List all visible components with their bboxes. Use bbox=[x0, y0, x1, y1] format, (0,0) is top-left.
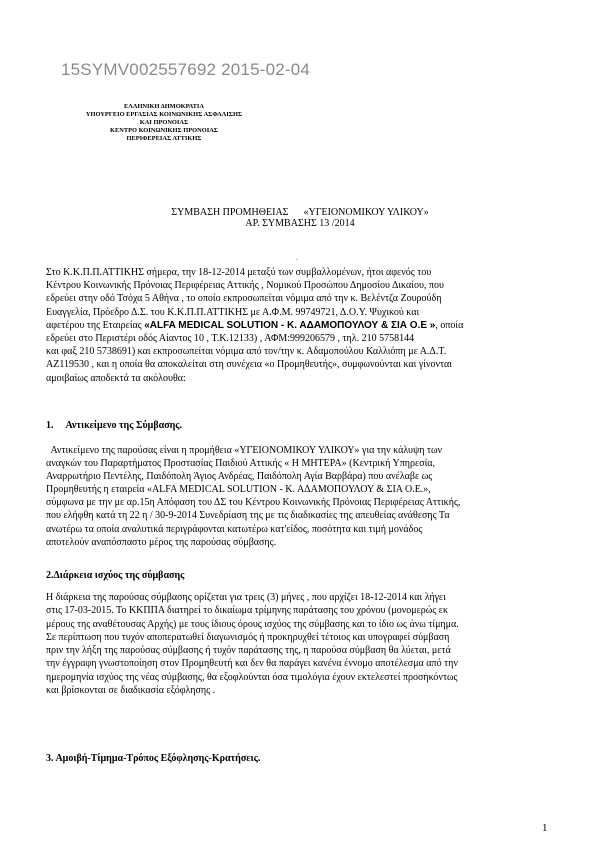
intro-line: εδρεύει στο Περιστέρι οδός Αίαντος 10 , Τ.Κ.12133) , ΑΦΜ:999206579 , τηλ. 210 5758144 bbox=[46, 333, 415, 345]
header-line: ΠΕΡΙΦΕΡΕΙΑΣ ΑΤΤΙΚΗΣ bbox=[126, 135, 202, 143]
ministry-header bbox=[64, 103, 264, 143]
header-line: ΕΛΛΗΝΙΚΗ ΔΗΜΟΚΡΑΤΙΑ bbox=[124, 103, 204, 110]
intro-text: αφετέρου της Εταιρείας bbox=[46, 319, 145, 331]
section-1-body bbox=[46, 444, 550, 549]
section-1-line: σύμφωνα με την με αρ.15η Απόφαση του ΔΣ του Κέντρου Κοινωνικής Πρόνοιας Περιφέρειας Αττικής, bbox=[46, 497, 461, 509]
section-1-line: ανωτέρω τα οποία αναλυτικά περιγράφονται κατωτέρω κατ'είδος, ποσότητα και τιμή μονάδος bbox=[46, 523, 423, 535]
intro-line: αμοιβαίως αποδεκτά τα ακόλουθα: bbox=[46, 372, 186, 384]
header-line: ΚΕΝΤΡΟ ΚΟΙΝΩΝΙΚΗΣ ΠΡΟΝΟΙΑΣ bbox=[109, 127, 218, 135]
intro-line: Ευαγγελία, Πρόεδρο Δ.Σ. του Κ.Κ.Π.Π.ΑΤΤΙΚΗΣ με Α.Φ.Μ. 99749721, Δ.Ο.Υ. Ψυχικού και bbox=[46, 306, 420, 318]
section-2-body bbox=[46, 591, 550, 697]
section-2-line: και βρίσκονται σε διαδικασία εξόφλησης . bbox=[46, 685, 216, 697]
contract-number: ΑΡ. ΣΥΜΒΑΣΗΣ 13 /2014 bbox=[245, 218, 355, 229]
intro-line: ΑΖ119530 , και η οποία θα αποκαλείται στη συνέχεια «ο Προμηθευτής», συμφωνούνται και γίνονται bbox=[46, 359, 452, 371]
section-1-heading: 1. Αντικείμενο της Σύμβασης. bbox=[46, 420, 183, 431]
page-number: 1 bbox=[542, 822, 548, 834]
section-2-line: την έγγραφη γνωστοποίηση στον Προμηθευτή και δεν θα παράγει κανένα έννομο αποτέλεσμα από την bbox=[46, 658, 458, 670]
intro-line: Κέντρου Κοινωνικής Πρόνοιας Περιφέρειας Αττικής , Νομικού Προσώπου Δημοσίου Δικαίου, που bbox=[46, 280, 444, 292]
section-1-line: Προμηθευτής η εταιρεία «ALFA MEDICAL SOLUTION - Κ. ΑΔΑΜΟΠΟΥΛΟΥ & ΣΙΑ Ο.Ε.», bbox=[46, 484, 431, 496]
intro-text: , οποία bbox=[435, 319, 464, 331]
intro-line: και φαξ 210 5738691) και εκπροσωπείται νόμιμα από τον/την κ. Αδαμοπούλου Καλλιόπη με Α.Δ.Τ. bbox=[46, 346, 447, 358]
section-2-line: πριν την λήξη της παρούσας σύμβασης ή τυχόν παράτασης της, η παρούσα σύμβαση θα λύεται, μετά bbox=[46, 645, 451, 657]
separator-dot: . bbox=[296, 256, 298, 262]
section-2-line: ημερομηνία ισχύος της νέας σύμβασης, θα εξοφλούνται όσα τιμολόγια έχουν εκτελεστεί προσηκόντως bbox=[46, 671, 458, 683]
header-line: ΥΠΟΥΡΓΕΙΟ ΕΡΓΑΣΙΑΣ ΚΟΙΝΩΝΙΚΗΣ ΑΣΦΑΛΙΣΗΣ bbox=[85, 111, 243, 119]
company-name: «ALFA MEDICAL SOLUTION - Κ. ΑΔΑΜΟΠΟΥΛΟΥ & ΣΙΑ Ο.Ε » bbox=[144, 319, 436, 331]
section-3-heading: 3. Αμοιβή-Τίμημα-Τρόπος Εξόφλησης-Κρατήσεις. bbox=[46, 753, 261, 764]
section-2-line: στις 17-03-2015. Το ΚΚΠΠΑ διατηρεί το δικαίωμα τρίμηνης παράτασης του χρόνου (μονομερώς εκ bbox=[46, 605, 449, 617]
section-1-line: Αναρρωτήριο Πεντέλης, Παιδόπολη Άγιος Ανδρέας, Παιδόπολη Αγία Βαρβάρα) που ανέλαβε ως bbox=[46, 471, 433, 483]
section-1-line: αποτελούν αναπόσπαστο μέρος της παρούσας σύμβασης. bbox=[46, 536, 277, 548]
section-2-line: Η διάρκεια της παρούσας σύμβασης ορίζεται για τρεις (3) μήνες , που αρχίζει 18-12-2014 και λήγει bbox=[46, 592, 446, 603]
protocol-stamp: 15SYMV002557692 2015-02-04 bbox=[61, 60, 311, 79]
section-2-heading: 2.Διάρκεια ισχύος της σύμβασης bbox=[46, 570, 185, 581]
section-1-line: Αντικείμενο της παρούσας είναι η προμήθεια «ΥΓΕΙΟΝΟΜΙΚΟΥ ΥΛΙΚΟΥ» για την κάλυψη των bbox=[46, 445, 443, 456]
document-title: ΣΥΜΒΑΣΗ ΠΡΟΜΗΘΕΙΑΣ «ΥΓΕΙΟΝΟΜΙΚΟΥ ΥΛΙΚΟΥ» bbox=[171, 207, 429, 218]
section-2-line: Σε περίπτωση που τυχόν αποπερατωθεί διαγωνισμός ή προκηρυχθεί τέτοιος και υπογραφεί σύμβαση bbox=[46, 631, 450, 643]
section-2-line: μέρους της αναθέτουσας Αρχής) με τους ίδιους όρους ισχύος της σύμβασης και το ίδιο ως άνω τίμημα. bbox=[46, 618, 459, 630]
intro-line bbox=[46, 319, 550, 332]
intro-paragraph bbox=[46, 266, 550, 385]
intro-line: Στο Κ.Κ.Π.Π.ΑΤΤΙΚΗΣ σήμερα, την 18-12-2014 μεταξύ των συμβαλλομένων, ήτοι αφενός του bbox=[46, 267, 432, 278]
intro-line: εδρεύει στην οδό Τσόχα 5 Αθήνα , το οποίο εκπροσωπείται νόμιμα από την κ. Βελέντζα Ζουρούδη bbox=[46, 293, 442, 305]
section-1-line: που ελήφθη κατά τη 22 η / 30-9-2014 Συνεδρίαση της με τις διαδικασίες της απευθείας ανάθεσης Τα bbox=[46, 510, 450, 522]
section-1-line: αναγκών του Παραρτήματος Προστασίας Παιδιού Αττικής « Η ΜΗΤΕΡΑ» (Κεντρική Υπηρεσία, bbox=[46, 458, 436, 470]
header-line: ΚΑΙ ΠΡΟΝΟΙΑΣ bbox=[139, 119, 189, 127]
